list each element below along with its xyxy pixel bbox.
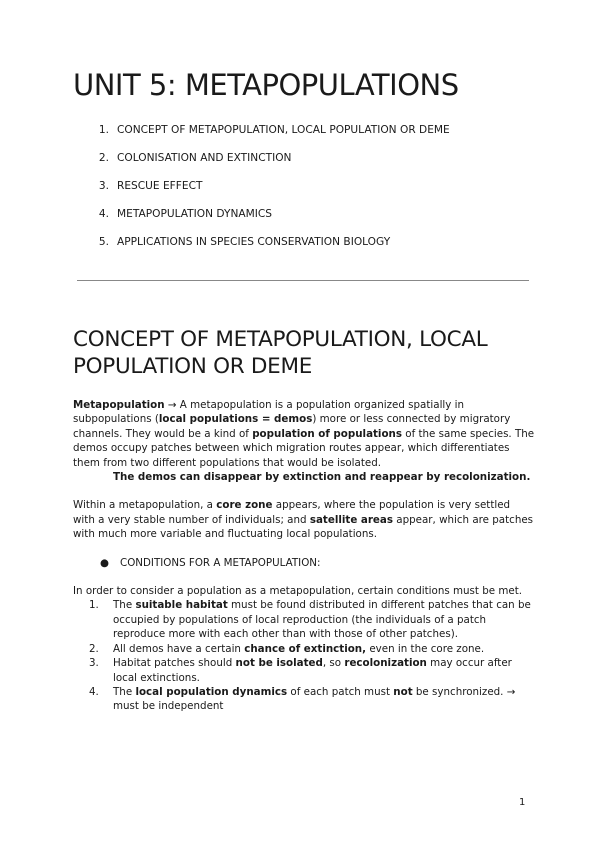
toc-label: APPLICATIONS IN SPECIES CONSERVATION BIOLOGY [117, 236, 391, 248]
toc-label: COLONISATION AND EXTINCTION [117, 152, 292, 164]
text: , so [322, 657, 345, 670]
text: even in the core zone. [366, 642, 485, 655]
toc-item [73, 122, 450, 150]
text: All demos have a certain [113, 642, 245, 655]
toc-label: CONCEPT OF METAPOPULATION, LOCAL POPULATION OR DEME [117, 124, 450, 136]
toc-item [73, 150, 450, 178]
bold-text: recolonization [344, 657, 427, 670]
item-number: 4. [89, 685, 99, 698]
item-number: 3. [89, 657, 99, 670]
page-title: UNIT 5: METAPOPULATIONS [73, 68, 459, 102]
bold-text: suitable habitat [135, 599, 228, 612]
text: Within a metapopulation, a [73, 499, 217, 512]
toc-label: RESCUE EFFECT [117, 180, 203, 192]
text: of the same species. The demos occupy patches between which migration routes appear, which differentiates them from two different populations that would be isolated. [73, 427, 535, 469]
bold-text: population of populations [252, 427, 403, 440]
bold-text: not be isolated [235, 657, 323, 670]
text: of each patch must [287, 685, 394, 698]
text: Habitat patches should [113, 657, 236, 670]
text: appears, where the population is very settled with a very stable number of individuals; and [73, 499, 511, 526]
text: appear, which are patches with much more variable and fluctuating local populations. [73, 513, 534, 541]
section-body [73, 398, 535, 714]
text: may occur after local extinctions. [113, 657, 512, 684]
bold-text: Metapopulation [73, 399, 165, 411]
toc-item [73, 178, 450, 206]
bold-text: satellite areas [309, 513, 393, 526]
bold-text: chance of extinction, [244, 642, 367, 655]
toc-label: METAPOPULATION DYNAMICS [117, 208, 272, 220]
conditions-list [73, 598, 535, 713]
text: → A metapopulation is a population organized spatially in subpopulations ( [73, 399, 465, 426]
table-of-contents [73, 122, 450, 262]
toc-number: 3. [98, 180, 109, 192]
item-number: 1. [89, 599, 99, 612]
text: must be found distributed in different patches that can be occupied by populations of local reproduction (the individuals of a patch reproduce more with each other than with those of other patches). [113, 599, 531, 641]
definition-paragraph [73, 398, 535, 470]
core-zone-paragraph [73, 498, 535, 541]
bold-text: local population dynamics [135, 685, 288, 698]
toc-number: 1. [98, 124, 109, 136]
toc-item [73, 234, 450, 262]
bold-text: local populations = demos [158, 413, 313, 426]
bullet-heading [73, 556, 535, 570]
bold-text: not [393, 685, 413, 698]
condition-item [73, 642, 535, 656]
conditions-intro: In order to consider a population as a metapopulation, certain conditions must be met. [73, 585, 523, 598]
bullet-icon: ● [100, 556, 109, 569]
toc-item [73, 206, 450, 234]
horizontal-divider [77, 280, 529, 281]
toc-number: 5. [98, 236, 109, 248]
emphasis-paragraph [73, 470, 535, 484]
bold-text: The demos can disappear by extinction and reappear by recolonization. [113, 471, 531, 484]
text: The [113, 599, 136, 612]
text: CONDITIONS FOR A METAPOPULATION: [120, 556, 321, 569]
toc-number: 4. [98, 208, 109, 220]
text: The [113, 685, 136, 698]
text: be synchronized. → must be independent [113, 685, 516, 713]
bold-text: core zone [216, 499, 273, 512]
condition-item [73, 598, 535, 641]
text: ) more or less connected by migratory channels. They would be a kind of [73, 413, 511, 440]
page-number: 1 [519, 797, 526, 808]
item-number: 2. [89, 642, 99, 655]
toc-number: 2. [98, 152, 109, 164]
condition-item [73, 685, 535, 714]
condition-item [73, 656, 535, 685]
section-heading: CONCEPT OF METAPOPULATION, LOCAL POPULATION OR DEME [73, 327, 488, 379]
